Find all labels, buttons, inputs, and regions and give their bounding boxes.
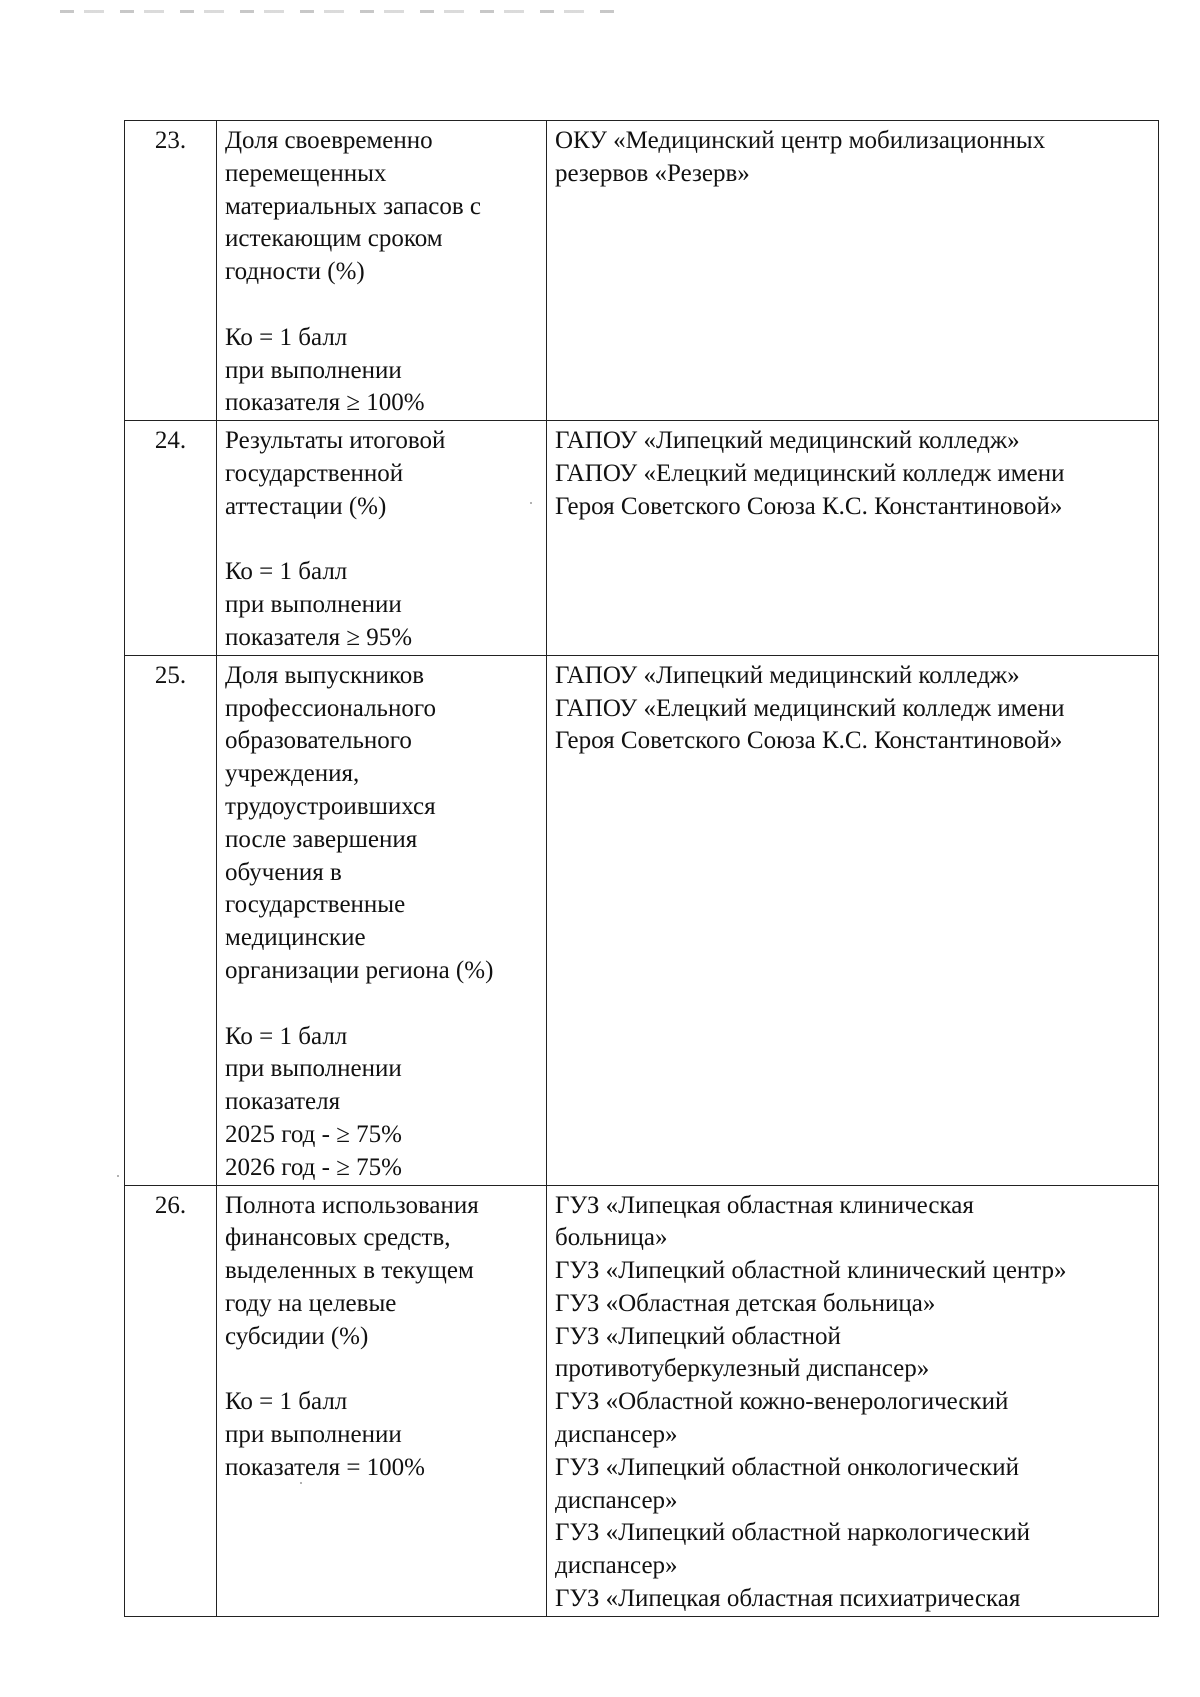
criteria-text-line: 2025 год - ≥ 75% [225, 1120, 403, 1148]
indicator-text-line: обучения в [225, 858, 342, 886]
organization-line: диспансер» [555, 1486, 678, 1514]
criteria-text-line: при выполнении [225, 356, 402, 384]
criteria-text-line: показателя ≥ 100% [225, 389, 425, 417]
paragraph-gap [225, 289, 538, 322]
indicator-text-line: году на целевые [225, 1289, 397, 1317]
indicator-text-line: Доля выпускников [225, 661, 425, 689]
organization-line: ГАПОУ «Елецкий медицинский колледж имени [555, 459, 1065, 487]
organization-line: ОКУ «Медицинский центр мобилизационных [555, 127, 1046, 154]
organizations-cell [547, 421, 1159, 656]
indicator-text-line: перемещенных [225, 159, 387, 187]
indicators-table [124, 120, 1159, 1617]
criteria-text-line: показателя ≥ 95% [225, 623, 413, 651]
indicator-cell [217, 1185, 547, 1616]
indicator-text-line: аттестации (%) [225, 492, 387, 520]
organizations-cell [547, 121, 1159, 421]
organization-line: Героя Советского Союза К.С. Константиновой» [555, 727, 1063, 755]
criteria-text-line: показателя = 100% [225, 1453, 425, 1481]
organization-line: ГУЗ «Липецкий областной клинический центр» [555, 1257, 1067, 1285]
criteria-text-line: Ко = 1 балл [225, 1022, 348, 1050]
organizations-cell [547, 1185, 1159, 1616]
indicator-text-line: образовательного [225, 727, 412, 755]
organization-line: больница» [555, 1224, 668, 1252]
table-row [125, 121, 1159, 421]
criteria-text-line: при выполнении [225, 1055, 402, 1083]
criteria-text-line: Ко = 1 балл [225, 323, 348, 351]
organization-line: ГУЗ «Липецкая областная клиническая [555, 1191, 974, 1219]
indicator-text-line: выделенных в текущем [225, 1257, 474, 1285]
indicator-text-line: трудоустроившихся [225, 792, 436, 820]
indicator-text-line: государственной [225, 459, 404, 487]
indicator-text-line: после завершения [225, 825, 418, 853]
criteria-text-line: при выполнении [225, 1421, 402, 1449]
organization-line: ГУЗ «Областная детская больница» [555, 1289, 936, 1317]
indicator-text-line: материальных запасов с [225, 192, 481, 220]
criteria-text-line: 2026 год - ≥ 75% [225, 1153, 403, 1181]
organization-line: ГУЗ «Липецкая областная психиатрическая [555, 1585, 1021, 1613]
indicator-text-line: государственные [225, 891, 406, 919]
paragraph-gap [225, 988, 538, 1021]
indicator-text-line: профессионального [225, 694, 436, 722]
organization-line: ГАПОУ «Елецкий медицинский колледж имени [555, 694, 1065, 722]
criteria-text-line: при выполнении [225, 591, 402, 619]
table-row [125, 1185, 1159, 1616]
organization-line: Героя Советского Союза К.С. Константиновой» [555, 492, 1063, 520]
row-number: 25. [125, 655, 217, 1185]
organization-line: ГАПОУ «Липецкий медицинский колледж» [555, 661, 1020, 689]
indicator-text-line: организации региона (%) [225, 956, 494, 984]
indicator-text-line: истекающим сроком [225, 225, 443, 253]
indicator-text-line: годности (%) [225, 258, 365, 286]
criteria-text-line: показателя [225, 1088, 341, 1116]
organization-line: ГУЗ «Липецкий областной наркологический [555, 1519, 1031, 1547]
organization-line: ГУЗ «Липецкий областной онкологический [555, 1453, 1019, 1481]
indicator-text-line: Полнота использования [225, 1191, 479, 1219]
table-row [125, 655, 1159, 1185]
indicator-cell [217, 655, 547, 1185]
organization-line: диспансер» [555, 1421, 678, 1449]
indicator-text-line: финансовых средств, [225, 1224, 451, 1252]
criteria-text-line: Ко = 1 балл [225, 1388, 348, 1416]
row-number: 23. [125, 121, 217, 421]
table-row [125, 421, 1159, 656]
row-number: 24. [125, 421, 217, 656]
organization-line: противотуберкулезный диспансер» [555, 1355, 930, 1383]
paragraph-gap [225, 524, 538, 557]
organizations-cell [547, 655, 1159, 1185]
organization-line: диспансер» [555, 1552, 678, 1580]
organization-line: резервов «Резерв» [555, 159, 750, 187]
scan-speck [117, 1175, 119, 1177]
organization-line: ГАПОУ «Липецкий медицинский колледж» [555, 427, 1020, 455]
indicator-text-line: Доля своевременно [225, 127, 433, 154]
organization-line: ГУЗ «Липецкий областной [555, 1322, 841, 1350]
criteria-text-line: Ко = 1 балл [225, 558, 348, 586]
paragraph-gap [225, 1353, 538, 1386]
scan-artifact [60, 10, 620, 13]
indicator-cell [217, 421, 547, 656]
indicator-text-line: учреждения, [225, 760, 360, 788]
row-number: 26. [125, 1185, 217, 1616]
indicator-text-line: Результаты итоговой [225, 427, 446, 455]
indicator-text-line: медицинские [225, 924, 366, 952]
indicator-cell [217, 121, 547, 421]
indicator-text-line: субсидии (%) [225, 1322, 369, 1350]
organization-line: ГУЗ «Областной кожно-венерологический [555, 1388, 1009, 1416]
